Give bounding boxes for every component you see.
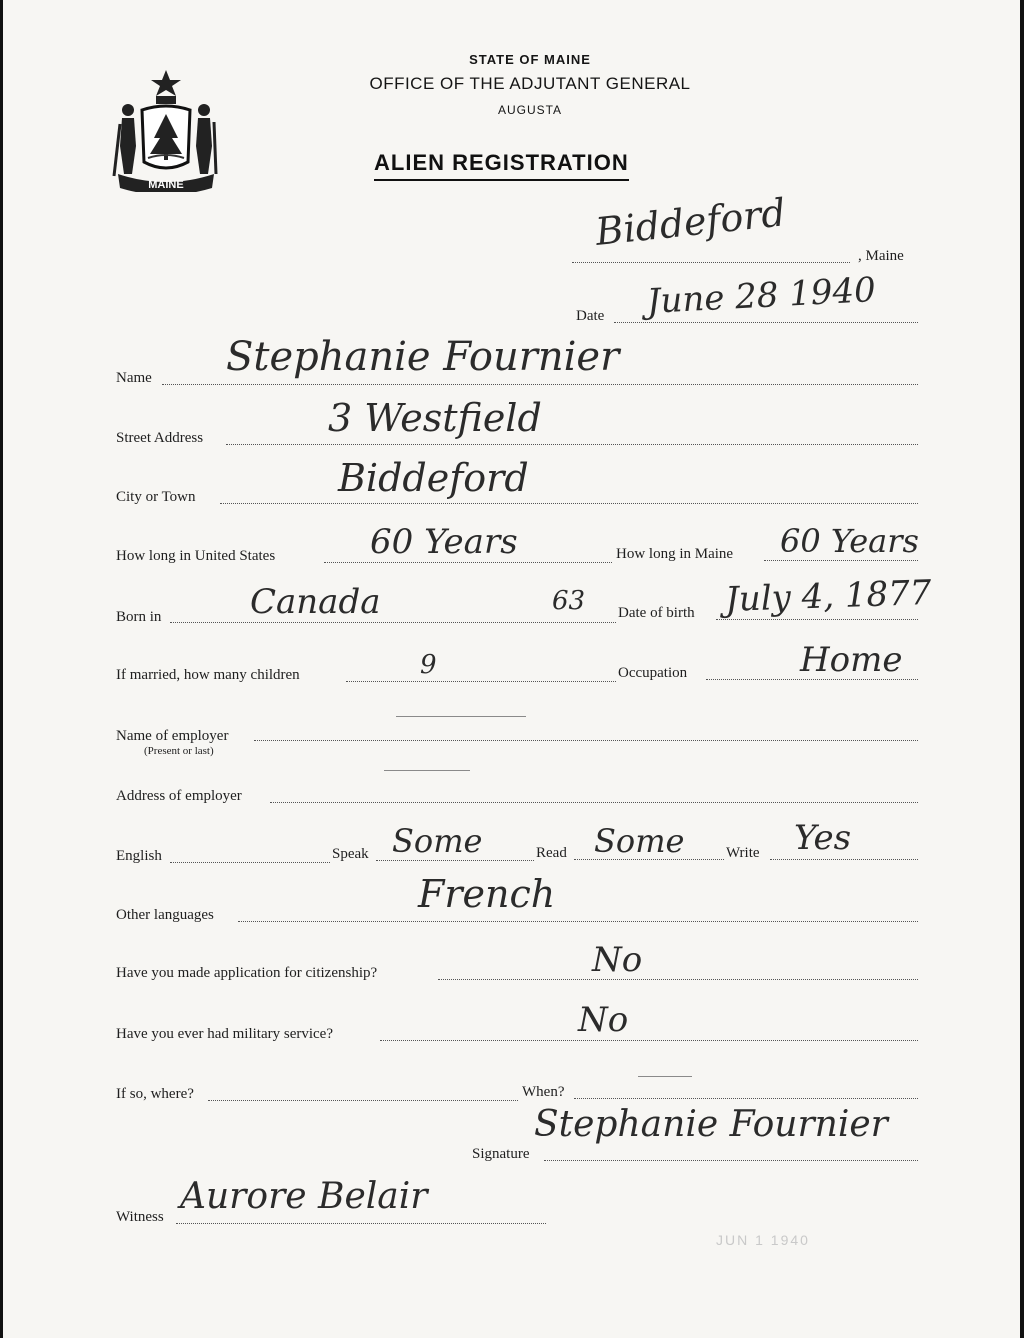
other-languages-entry: French	[418, 872, 556, 916]
married-children-line	[346, 681, 616, 682]
address-of-employer-label: Address of employer	[116, 788, 242, 804]
military-line	[380, 1040, 918, 1041]
employer-address-dash	[384, 770, 470, 771]
when-line	[574, 1098, 918, 1099]
speak-line	[376, 860, 534, 861]
born-in-entry: Canada	[250, 582, 381, 622]
occupation-entry: Home	[800, 640, 903, 680]
scan-edge-right	[1020, 0, 1024, 1338]
how-long-us-label: How long in United States	[116, 548, 276, 564]
speak-label: Speak	[332, 846, 369, 862]
name-entry: Stephanie Fournier	[226, 334, 620, 380]
married-children-label: If married, how many children	[116, 667, 300, 683]
age-entry: 63	[552, 586, 586, 616]
office-heading: OFFICE OF THE ADJUTANT GENERAL	[369, 74, 691, 93]
town-line	[572, 262, 850, 263]
born-in-line	[170, 622, 616, 623]
how-long-maine-entry: 60 Years	[780, 522, 919, 560]
witness-line	[176, 1223, 546, 1224]
military-entry: No	[578, 1000, 629, 1040]
street-address-label: Street Address	[116, 430, 204, 446]
how-long-maine-label: How long in Maine	[616, 546, 734, 562]
witness-label: Witness	[116, 1209, 164, 1225]
citizenship-label: Have you made application for citizenship?	[116, 965, 378, 981]
name-of-employer-line	[254, 740, 918, 741]
address-of-employer-line	[270, 802, 918, 803]
seal-lettering: MAINE	[148, 179, 184, 191]
write-line	[770, 859, 918, 860]
when-dash	[638, 1076, 692, 1077]
occupation-label: Occupation	[618, 665, 688, 681]
how-long-maine-line	[764, 560, 918, 561]
signature-line	[544, 1160, 918, 1161]
received-stamp: JUN 1 1940	[716, 1232, 810, 1248]
other-languages-label: Other languages	[116, 907, 214, 923]
city-heading: AUGUSTA	[497, 103, 563, 117]
witness-entry: Aurore Belair	[180, 1176, 428, 1217]
street-address-line	[226, 444, 918, 445]
present-or-last-label: (Present or last)	[144, 745, 214, 757]
date-entry: June 28 1940	[645, 270, 877, 322]
signature-label: Signature	[472, 1146, 530, 1162]
date-of-birth-label: Date of birth	[618, 605, 695, 621]
state-heading: STATE OF MAINE	[469, 52, 591, 67]
form-title: ALIEN REGISTRATION	[374, 150, 629, 181]
street-address-entry: 3 Westfield	[328, 396, 542, 440]
if-so-where-line	[208, 1100, 518, 1101]
speak-entry: Some	[392, 822, 483, 860]
born-in-label: Born in	[116, 609, 162, 625]
english-label: English	[116, 848, 162, 864]
other-languages-line	[238, 921, 918, 922]
citizenship-entry: No	[592, 940, 643, 980]
signature-entry: Stephanie Fournier	[534, 1104, 888, 1145]
date-line	[614, 322, 918, 323]
name-of-employer-label: Name of employer	[116, 728, 229, 744]
read-entry: Some	[594, 822, 685, 860]
if-so-where-label: If so, where?	[116, 1086, 194, 1102]
city-or-town-entry: Biddeford	[338, 456, 529, 500]
when-label: When?	[522, 1084, 565, 1100]
city-or-town-line	[220, 503, 918, 504]
date-of-birth-entry: July 4, 1877	[724, 572, 933, 620]
how-long-us-line	[324, 562, 612, 563]
scan-edge-left	[0, 0, 3, 1338]
military-label: Have you ever had military service?	[116, 1026, 333, 1042]
write-entry: Yes	[794, 818, 852, 858]
employer-dash	[396, 716, 526, 717]
maine-seal-icon	[112, 66, 220, 192]
citizenship-line	[438, 979, 918, 980]
name-label: Name	[116, 370, 152, 386]
how-long-us-entry: 60 Years	[370, 522, 518, 562]
town-entry: Biddeford	[593, 190, 788, 254]
city-or-town-label: City or Town	[116, 489, 196, 505]
maine-label: , Maine	[858, 248, 904, 264]
english-line	[170, 862, 330, 863]
date-label: Date	[576, 308, 605, 324]
read-label: Read	[536, 845, 567, 861]
write-label: Write	[726, 845, 760, 861]
name-line	[162, 384, 918, 385]
children-entry: 9	[420, 650, 437, 680]
